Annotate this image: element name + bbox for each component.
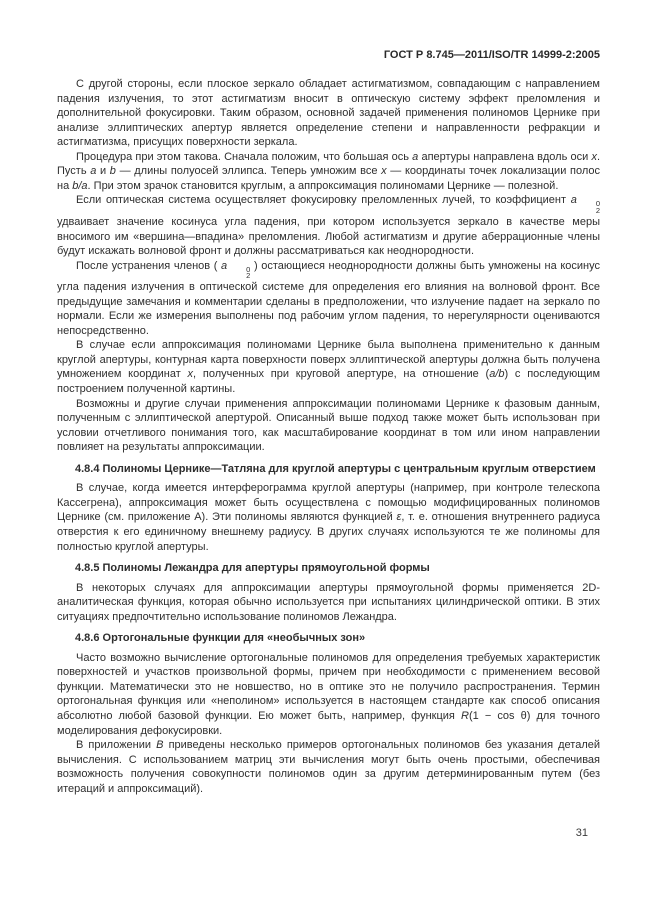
paragraph: В приложении B приведены несколько примеров ортогональных полиномов без указания деталей вычисления. С использованием матриц эти вычисления могут быть очень простыми, обеспечивая возможность получения совокупности полиномов один за другим детерминированным путем (без итераций и аппроксимаций). [57, 739, 601, 795]
zernike-coefficient-indices: 0 2 [595, 199, 600, 216]
paragraph: С другой стороны, если плоское зеркало обладает астигматизмом, совпадающим с направлением падения излучения, то этот астигматизм вносит в оптическую систему эффект преломления и дополнительной фокусировки. Таким образом, основной задачей применения полиномов Цернике при анализе эллиптических апертур является определение степени и направленности рефракции и астигматизма, присущих поверхности зеркала. [57, 78, 600, 149]
paragraph: После устранения членов ( a 0 2 ) остающиеся неоднородности должны быть умножены на косинус угла падения излучения в оптической системе для определения его влияния на волновой фронт. Все предыдущие замечания и комментарии сделаны в предположении, что излучение падает на зеркало по нормали. Если же измерения выполнены под рабочим углом падения, то нерегулярности оцениваются непосредственно. [57, 259, 600, 337]
paragraph: Если оптическая система осуществляет фокусировку преломленных лучей, то коэффициент a 0 2 удваивает значение косинуса угла падения, при котором используется зеркало в качестве меры вносимого им «вершина—впадина» преломления. Любой астигматизм и другие аберрационные члены будут искажать волновой фронт и должны рассматриваться как неоднородности. [57, 194, 600, 258]
paragraph: Возможны и другие случаи применения аппроксимации полиномами Цернике к фазовым данным, полученным с эллиптической апертурой. Описанный выше подход также может быть использован при условии отчетливого понимания того, как масштабирование координат в том или ином направлении повлияет на результаты аппроксимации. [57, 397, 600, 454]
standard-number-header: ГОСТ Р 8.745—2011/ISO/TR 14999-2:2005 [383, 49, 600, 61]
paragraph: В некоторых случаях для аппроксимации апертуры прямоугольной формы применяется 2D-аналитическая функция, которая обычно используется при испытаниях цилиндрической оптики. В этих ситуациях предпочтительно использование полиномов Лежандра. [57, 581, 600, 623]
coefficient-variable: a [221, 259, 228, 272]
section-heading: 4.8.5 Полиномы Лежандра для апертуры прямоугольной формы [75, 562, 430, 575]
section-heading: 4.8.4 Полиномы Цернике—Татляна для круглой апертуры с центральным круглым отверстием [75, 462, 596, 475]
paragraph: Часто возможно вычисление ортогональные полиномов для определения требуемых характеристик поверхностей и участков произвольной формы, причем при необходимости с применением весовой функции. Математически это не новшество, но в оптике это не получило распространения. Термин ортогональная функция или «неполином» используется в настоящем стандарте как способ описания абсолютно любой базовой функции. Ею может быть, например, функция R(1 − cos θ) для точного моделирования дефокусировки. [57, 651, 601, 737]
section-heading: 4.8.6 Ортогональные функции для «необычных зон» [75, 632, 366, 645]
page-number: 31 [575, 827, 588, 839]
document-body [57, 77, 600, 796]
coefficient-variable: a [570, 194, 577, 207]
zernike-coefficient-indices: 0 2 [246, 264, 251, 281]
paragraph: Процедура при этом такова. Сначала положим, что большая ось a апертуры направлена вдоль оси x. Пусть a и b — длины полуосей эллипса. Теперь умножим все x — координаты точек локализации полос на b/a. При этом зрачок становится круглым, а аппроксимация полиномами Цернике — полезной. [57, 150, 600, 192]
paragraph: В случае если аппроксимация полиномами Цернике была выполнена применительно к данным круглой апертуры, контурная карта поверхности поверх эллиптической апертуры должна быть получена умножением координат x, полученных при круговой апертуре, на отношение (a/b) с последующим построением полученной картины. [57, 339, 601, 396]
paragraph: В случае, когда имеется интерферограмма круглой апертуры (например, при контроле телескопа Кассегрена), аппроксимация может быть осуществлена с помощью модифицированных полиномов Цернике (см. приложение А). Эти полиномы являются функцией ε, т. е. отношения внутреннего радиуса отверстия к его единичному внешнему радиусу. В других случаях используются те же полиномы для полностью круглой апертуры. [57, 482, 600, 553]
